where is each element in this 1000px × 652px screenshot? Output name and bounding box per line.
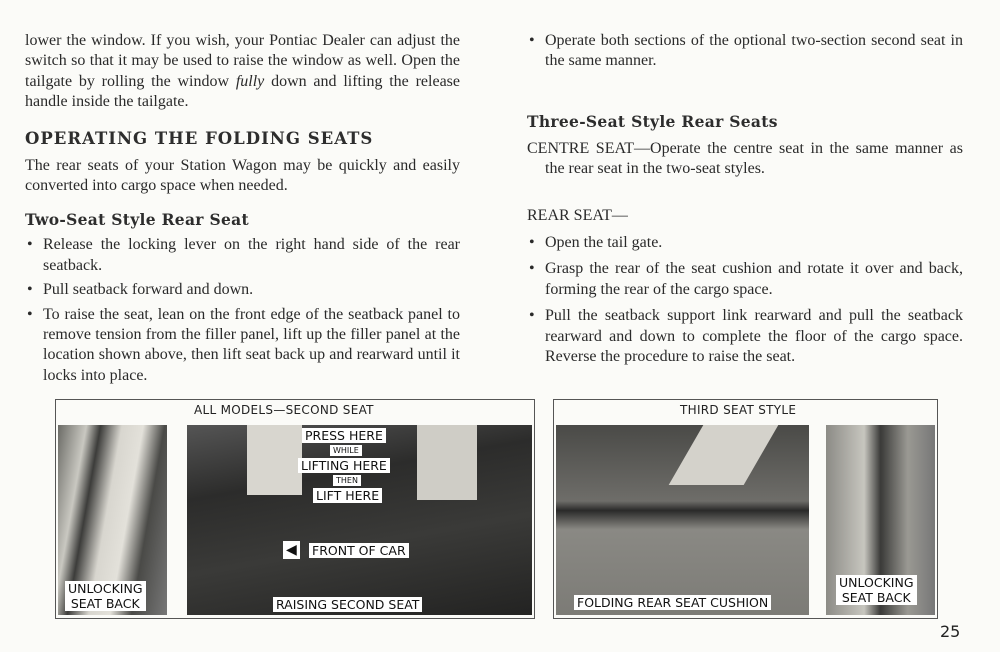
right-column: [527, 31, 963, 367]
hand-image: [247, 425, 302, 495]
photo-unlocking-seat-back: [58, 425, 167, 615]
section-heading: OPERATING THE FOLDING SEATS: [25, 128, 374, 148]
photo-unlocking-third-seat-back: [826, 425, 935, 615]
intro-paragraph: [25, 31, 460, 113]
list-item: • Open the tail gate.: [527, 233, 963, 253]
two-seat-steps: [25, 235, 460, 386]
rear-seat-label: REAR SEAT—: [527, 206, 628, 224]
photo-label: [836, 575, 917, 605]
label-lift-here: LIFT HERE: [313, 488, 382, 503]
arrow-left-icon: ◀: [283, 541, 300, 559]
list-item: • Operate both sections of the optional two-section second seat in the same manner.: [527, 31, 963, 72]
page-number: 25: [940, 622, 961, 641]
label-raising-second-seat: RAISING SECOND SEAT: [273, 597, 422, 612]
label-line: UNLOCKING: [839, 575, 914, 590]
figure-caption: THIRD SEAT STYLE: [680, 403, 797, 417]
list-item: • To raise the seat, lean on the front edge of the seatback panel to remove tension from the filler panel, lift up the filler panel at the location shown above, then lift seat back up and rearward until it locks into place.: [25, 305, 460, 387]
label-then: THEN: [333, 475, 361, 486]
figure-second-seat: [55, 399, 535, 619]
left-column: [25, 31, 460, 386]
photo-raising-second-seat: [187, 425, 532, 615]
intro-emphasis: fully: [235, 72, 265, 90]
label-while: WHILE: [330, 445, 362, 456]
intro-text-end: down and lifting the release handle inside the tailgate.: [25, 72, 460, 111]
two-section-note: [527, 31, 963, 72]
rear-seat-steps: [527, 233, 963, 367]
intro-text: lower the window. If you wish, your Pontiac Dealer can adjust the switch so that it may be used to raise the window as well. Open the tailgate by rolling the window: [25, 32, 460, 90]
label-press-here: PRESS HERE: [302, 428, 386, 443]
section-intro: The rear seats of your Station Wagon may be quickly and easily converted into cargo space when needed.: [25, 156, 460, 195]
list-item: • Pull the seatback support link rearward and pull the seatback rearward and down to complete the floor of the cargo space. Reverse the procedure to raise the seat.: [527, 306, 963, 367]
figure-third-seat: [553, 399, 938, 619]
list-item: • Grasp the rear of the seat cushion and rotate it over and back, forming the rear of the cargo space.: [527, 259, 963, 300]
label-lifting-here: LIFTING HERE: [298, 458, 390, 473]
label-line: SEAT BACK: [70, 596, 140, 611]
figure-caption: ALL MODELS—SECOND SEAT: [194, 403, 374, 417]
label-front-of-car: FRONT OF CAR: [309, 543, 409, 558]
centre-seat-paragraph: CENTRE SEAT—Operate the centre seat in the same manner as the rear seat in the two-seat styles.: [527, 139, 963, 178]
list-item: • Pull seatback forward and down.: [25, 280, 460, 300]
two-seat-heading: Two-Seat Style Rear Seat: [25, 210, 249, 230]
label-line: SEAT BACK: [841, 590, 911, 605]
list-item: • Release the locking lever on the right hand side of the rear seatback.: [25, 235, 460, 276]
photo-label: FOLDING REAR SEAT CUSHION: [574, 595, 771, 610]
photo-folding-rear-seat-cushion: [556, 425, 809, 615]
photo-label: [65, 581, 146, 611]
hand-image: [669, 425, 779, 485]
label-line: UNLOCKING: [68, 581, 143, 596]
three-seat-heading: Three-Seat Style Rear Seats: [527, 111, 778, 131]
hand-image: [417, 425, 477, 500]
